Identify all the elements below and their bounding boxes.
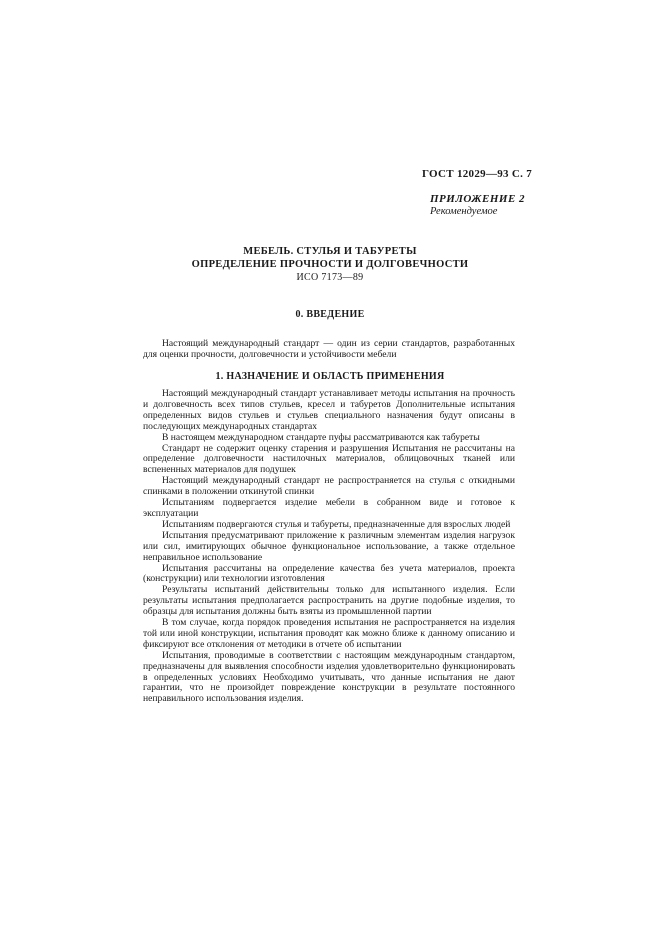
iso-reference: ИСО 7173—89 bbox=[296, 272, 364, 283]
paragraph: Испытания, проводимые в соответствии с настоящим международным стандартом, предназначены для выявления способности изделия удовлетворительно функционировать в определенных условиях Необходимо учитывать, что данные испытания не дают гарантии, что не произойдет повреждение конструкции в результате постоянного неправильного использования изделия. bbox=[143, 649, 515, 705]
paragraph: Испытания предусматривают приложение к различным элементам изделия нагрузок или сил, имитирующих обычное функциональное использование, а также отдельное неправильное использование bbox=[143, 529, 515, 563]
title-line-2: ОПРЕДЕЛЕНИЕ ПРОЧНОСТИ И ДОЛГОВЕЧНОСТИ bbox=[191, 259, 469, 270]
paragraph: Настоящий международный стандарт устанавливает методы испытания на прочность и долговечность всех типов стульев, кресел и табуретов Дополнительные испытания определенных видов стульев и стульев специального назначения будут описаны в последующих международных стандартах bbox=[143, 388, 515, 432]
paragraph: Стандарт не содержит оценку старения и разрушения Испытания не рассчитаны на определение долговечности настилочных материалов, облицовочных тканей или вспененных материалов для подушек bbox=[143, 442, 515, 476]
section-heading-introduction: 0. ВВЕДЕНИЕ bbox=[295, 309, 365, 320]
paragraph: В том случае, когда порядок проведения испытания не распространяется на изделия той или иной конструкции, испытания проводят как можно ближе к данному описанию и фиксируют все отклонения от методики в отчете об испытании bbox=[143, 617, 515, 650]
appendix-status: Рекомендуемое bbox=[430, 206, 498, 217]
paragraph: Результаты испытаний действительны только для испытанного изделия. Если результаты испытания предполагается распространить на другие подобные изделия, то образцы для испытания должны быть взяты из промышленной партии bbox=[143, 584, 515, 618]
appendix-label: ПРИЛОЖЕНИЕ 2 bbox=[430, 193, 526, 205]
paragraph: Испытаниям подвергается изделие мебели в собранном виде и готовое к эксплуатации bbox=[143, 497, 515, 519]
title-line-1: МЕБЕЛЬ. СТУЛЬЯ И ТАБУРЕТЫ bbox=[243, 246, 417, 257]
paragraph: В настоящем международном стандарте пуфы рассматриваются как табуреты bbox=[162, 431, 480, 443]
introduction-text bbox=[143, 339, 515, 361]
paragraph: Настоящий международный стандарт — один из серии стандартов, разработанных для оценки прочности, долговечности и устойчивости мебели bbox=[143, 338, 515, 360]
scope-text bbox=[143, 389, 515, 705]
standard-reference: ГОСТ 12029—93 С. 7 bbox=[422, 168, 533, 180]
paragraph: Испытания рассчитаны на определение качества без учета материалов, проекта (конструкции) или технологии изготовления bbox=[143, 562, 515, 585]
paragraph: Настоящий международный стандарт не распространяется на стулья с откидными спинками в положении откинутой спинки bbox=[143, 475, 515, 498]
section-heading-scope: 1. НАЗНАЧЕНИЕ И ОБЛАСТЬ ПРИМЕНЕНИЯ bbox=[215, 371, 445, 382]
document-title bbox=[170, 245, 490, 284]
paragraph: Испытаниям подвергаются стулья и табуреты, предназначенные для взрослых людей bbox=[162, 518, 511, 530]
